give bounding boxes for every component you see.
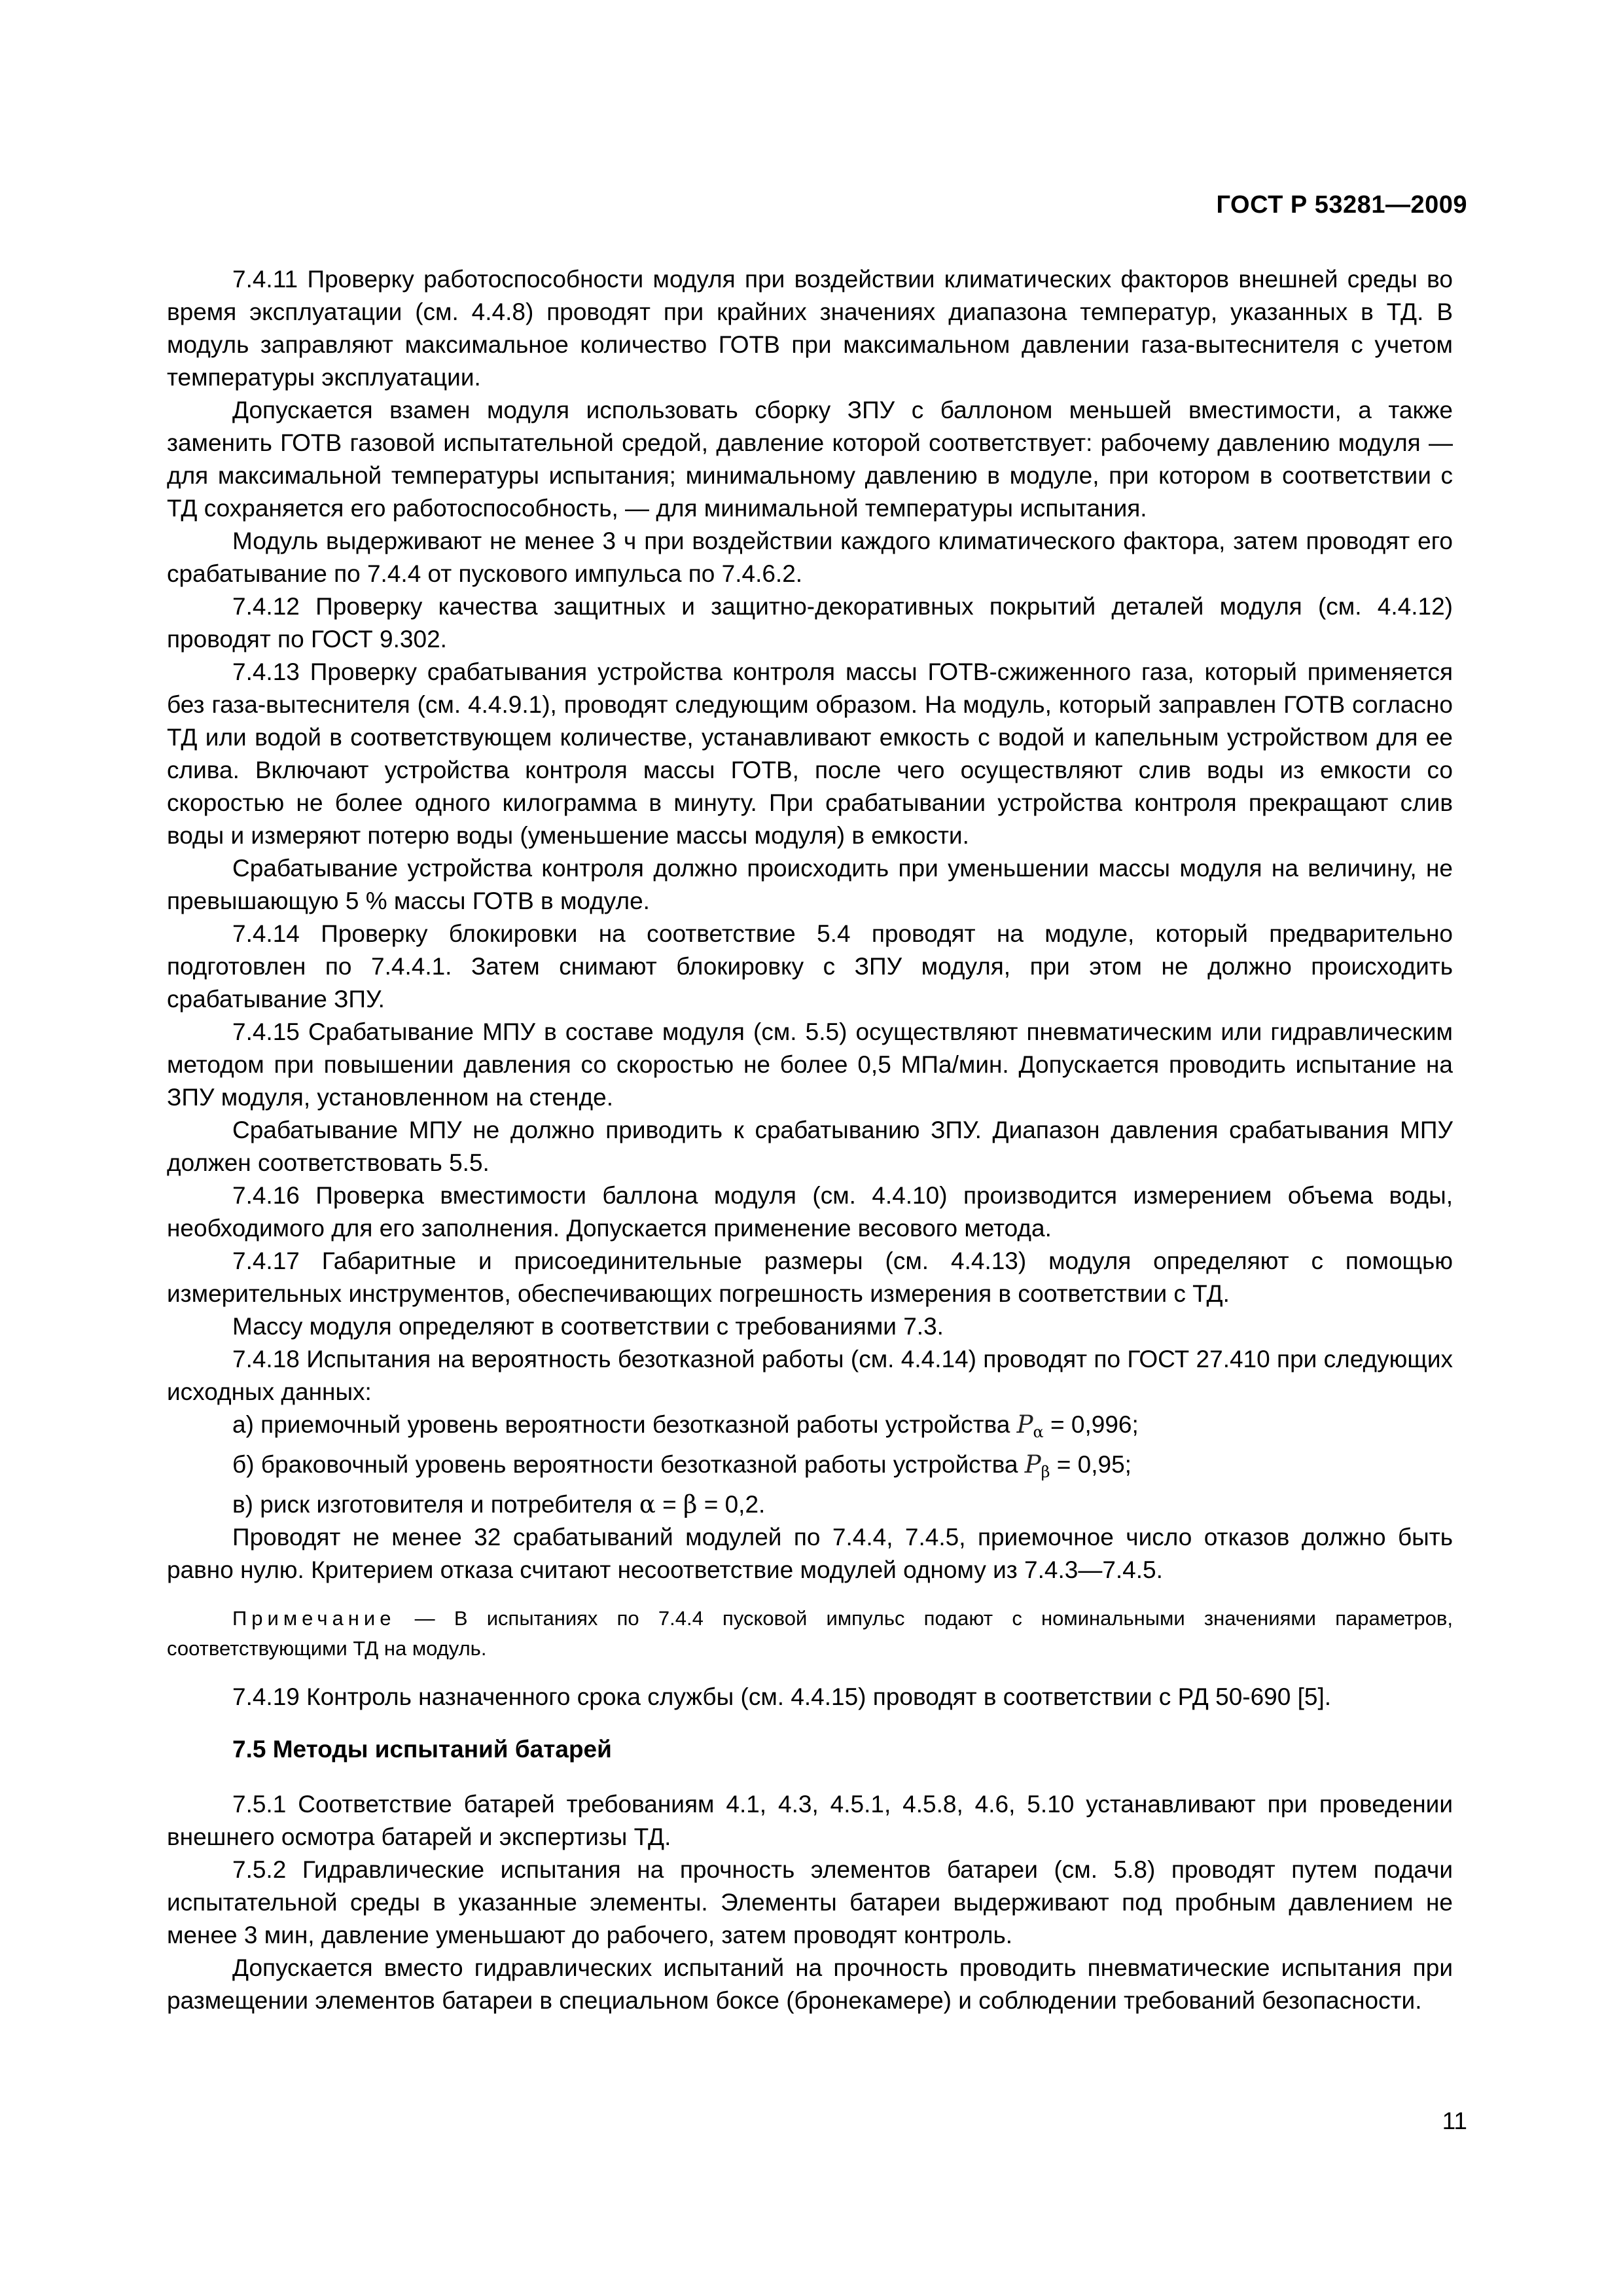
paragraph-7-4-15-continued: Срабатывание МПУ не должно приводить к срабатыванию ЗПУ. Диапазон давления срабатывания МПУ должен соответствовать 5.5. [167, 1117, 1453, 1176]
list-item-c-value: = 0,2. [697, 1491, 766, 1518]
beta-symbol: β [683, 1490, 698, 1518]
paragraph-7-5-2-continued: Допускается вместо гидравлических испытаний на прочность проводить пневматические испытания при размещении элементов батареи в специальном боксе (бронекамере) и соблюдении требований безопасности. [167, 1954, 1453, 2014]
paragraph-7-4-17-mass: Массу модуля определяют в соответствии с требованиями 7.3. [232, 1313, 944, 1340]
paragraph-7-5-1: 7.5.1 Соответствие батарей требованиям 4.1, 4.3, 4.5.1, 4.5.8, 4.6, 5.10 устанавливают при проведении внешнего осмотра батарей и экспертизы ТД. [167, 1791, 1453, 1850]
beta-subscript: β [1041, 1463, 1050, 1481]
paragraph-7-4-19: 7.4.19 Контроль назначенного срока службы (см. 4.4.15) проводят в соответствии с РД 50-690 [5]. [232, 1683, 1332, 1710]
page-number: 11 [1442, 2108, 1467, 2134]
section-heading-7-5: 7.5 Методы испытаний батарей [232, 1736, 612, 1763]
paragraph-7-4-13-continued: Срабатывание устройства контроля должно происходить при уменьшении массы модуля на величину, не превышающую 5 % массы ГОТВ в модуле. [167, 855, 1453, 914]
list-item-c-text: в) риск изготовителя и потребителя [232, 1491, 639, 1518]
paragraph-7-4-11: 7.4.11 Проверку работоспособности модуля при воздействии климатических факторов внешней среды во время эксплуатации (см. 4.4.8) проводят при крайних значениях диапазона температур, указанных в ТД. В модуль заправляют максимальное количество ГОТВ при максимальном давлении газа-вытеснителя с учетом температуры эксплуатации. [167, 266, 1453, 391]
note [167, 1604, 1453, 1664]
paragraph-7-4-12: 7.4.12 Проверку качества защитных и защитно-декоративных покрытий деталей модуля (см. 4.4.12) проводят по ГОСТ 9.302. [167, 593, 1453, 653]
list-item-b-value: = 0,95; [1050, 1451, 1132, 1478]
list-item-b [167, 1448, 1453, 1488]
list-item-a-text: а) приемочный уровень вероятности безотказной работы устройства [232, 1411, 1017, 1438]
document-body [167, 263, 1453, 2017]
paragraph-7-4-11-continued: Допускается взамен модуля использовать сборку ЗПУ с баллоном меньшей вместимости, а также заменить ГОТВ газовой испытательной средой, давление которой соответствует: рабочему давлению модуля — для максимальной температуры испытания; минимальному давлению в модуле, при котором в соответствии с ТД сохраняется его работоспособность, — для минимальной температуры испытания. [167, 397, 1453, 522]
equals-sign: = [655, 1491, 684, 1518]
note-label: Примечание [232, 1607, 396, 1630]
list-item-a-value: = 0,996; [1043, 1411, 1139, 1438]
paragraph-7-4-17: 7.4.17 Габаритные и присоединительные размеры (см. 4.4.13) модуля определяют с помощью измерительных инструментов, обеспечивающих погрешность измерения в соответствии с ТД. [167, 1247, 1453, 1307]
paragraph-7-4-14: 7.4.14 Проверку блокировки на соответствие 5.4 проводят на модуле, который предварительно подготовлен по 7.4.4.1. Затем снимают блокировку с ЗПУ модуля, при этом не должно происходить срабатывание ЗПУ. [167, 920, 1453, 1013]
paragraph-7-4-18: 7.4.18 Испытания на вероятность безотказной работы (см. 4.4.14) проводят по ГОСТ 27.410 при следующих исходных данных: [167, 1346, 1453, 1405]
paragraph-7-4-15: 7.4.15 Срабатывание МПУ в составе модуля (см. 5.5) осуществляют пневматическим или гидравлическим методом при повышении давления со скоростью не более 0,5 МПа/мин. Допускается проводить испытание на ЗПУ модуля, установленном на стенде. [167, 1018, 1453, 1111]
list-item-a [167, 1408, 1453, 1448]
paragraph-7-4-13: 7.4.13 Проверку срабатывания устройства контроля массы ГОТВ-сжиженного газа, который применяется без газа-вытеснителя (см. 4.4.9.1), проводят следующим образом. На модуль, который заправлен ГОТВ согласно ТД или водой в соответствующем количестве, устанавливают емкость с водой и капельным устройством для ее слива. Включают устройства контроля массы ГОТВ, после чего осуществляют слив воды из емкости со скоростью не более одного килограмма в минуту. При срабатывании устройства контроля прекращают слив воды и измеряют потерю воды (уменьшение массы модуля) в емкости. [167, 658, 1453, 849]
note-text: — В испытаниях по 7.4.4 пусковой импульс подают с номинальными значениями параметров, соответствующими ТД на модуль. [167, 1607, 1453, 1660]
probability-symbol: P [1024, 1450, 1041, 1479]
paragraph-7-4-18-continued: Проводят не менее 32 срабатываний модулей по 7.4.4, 7.4.5, приемочное число отказов должно быть равно нулю. Критерием отказа считают несоответствие модулей одному из 7.4.3—7.4.5. [167, 1524, 1453, 1583]
paragraph-7-4-11-duration: Модуль выдерживают не менее 3 ч при воздействии каждого климатического фактора, затем проводят его срабатывание по 7.4.4 от пускового импульса по 7.4.6.2. [167, 528, 1453, 587]
alpha-subscript: α [1033, 1423, 1044, 1441]
list-item-c [167, 1488, 1453, 1521]
probability-symbol: P [1016, 1410, 1033, 1439]
paragraph-7-5-2: 7.5.2 Гидравлические испытания на прочность элементов батареи (см. 5.8) проводят путем подачи испытательной среды в указанные элементы. Элементы батареи выдерживают под пробным давлением не менее 3 мин, давление уменьшают до рабочего, затем проводят контроль. [167, 1856, 1453, 1948]
document-code-header: ГОСТ Р 53281—2009 [1216, 191, 1467, 219]
list-item-b-text: б) браковочный уровень вероятности безотказной работы устройства [232, 1451, 1025, 1478]
alpha-symbol: α [639, 1490, 656, 1518]
paragraph-7-4-16: 7.4.16 Проверка вместимости баллона модуля (см. 4.4.10) производится измерением объема воды, необходимого для его заполнения. Допускается применение весового метода. [167, 1182, 1453, 1242]
